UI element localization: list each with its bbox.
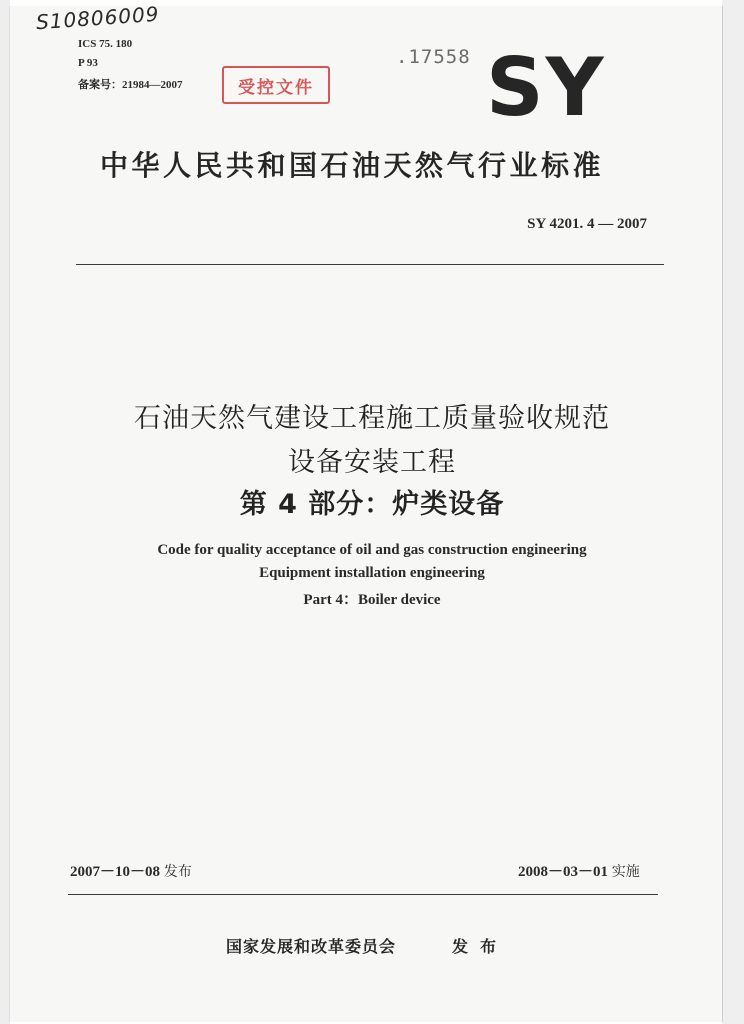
industry-standard-title: 中华人民共和国石油天然气行业标准 bbox=[100, 149, 605, 182]
title-cn-line2: 设备安装工程 bbox=[288, 447, 456, 478]
title-cn-line1: 石油天然气建设工程施工质量验收规范 bbox=[134, 403, 610, 434]
title-en-line1: Code for quality acceptance of oil and gas construction engineering bbox=[157, 542, 587, 558]
title-en-line2: Equipment installation engineering bbox=[259, 565, 485, 581]
effective-date-block bbox=[518, 860, 640, 881]
issue-label: 发布 bbox=[163, 864, 192, 880]
serial-number: .17558 bbox=[396, 46, 471, 68]
issue-date: 2007－10－08 bbox=[70, 864, 161, 880]
sy-logo: SY bbox=[486, 41, 606, 134]
publisher-name: 国家发展和改革委员会 bbox=[226, 937, 397, 956]
effective-label: 实施 bbox=[611, 864, 640, 880]
title-cn-line3: 第 4 部分：炉类设备 bbox=[239, 489, 505, 520]
ics-code: ICS 75. 180 bbox=[78, 38, 133, 50]
effective-date: 2008－03－01 bbox=[518, 864, 609, 880]
controlled-document-stamp: 受控文件 bbox=[222, 66, 330, 104]
filing-number: 备案号：21984—2007 bbox=[78, 79, 183, 91]
issue-date-block bbox=[70, 860, 192, 881]
standard-number: SY 4201. 4 — 2007 bbox=[527, 216, 647, 232]
publish-verb: 发布 bbox=[452, 937, 509, 956]
footer-divider bbox=[68, 894, 658, 895]
title-en-line3: Part 4：Boiler device bbox=[303, 592, 441, 608]
handwritten-note: S10806009 bbox=[35, 1, 161, 35]
header-divider bbox=[76, 264, 664, 265]
ccs-code: P 93 bbox=[78, 57, 98, 69]
